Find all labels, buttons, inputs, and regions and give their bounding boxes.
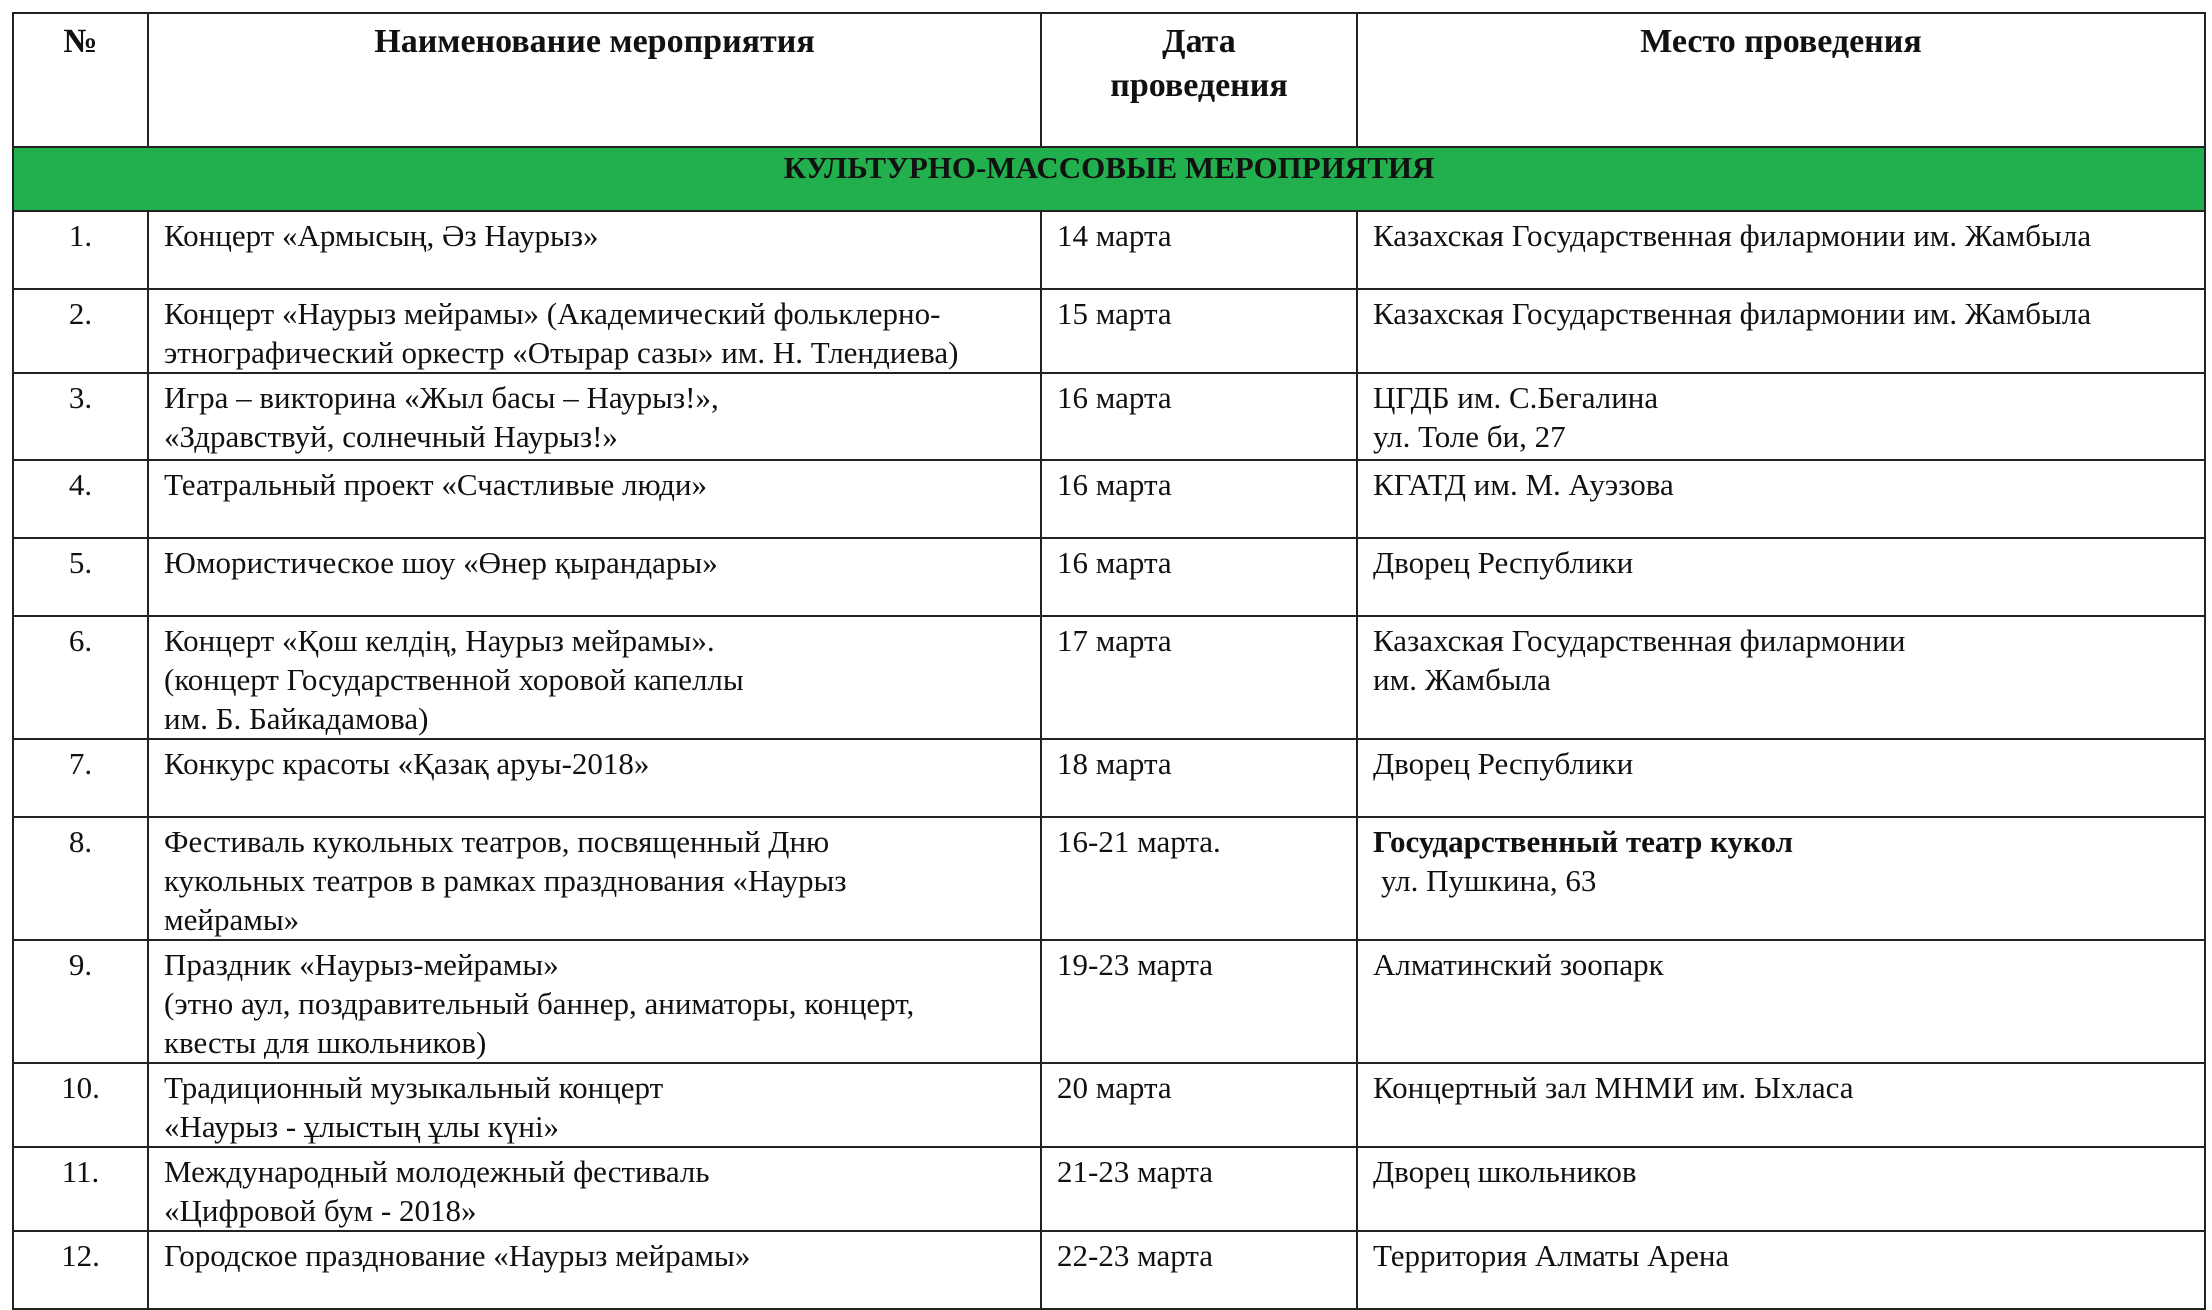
event-name xyxy=(148,940,1041,1063)
event-name-line: Юмористическое шоу «Өнер қырандары» xyxy=(164,545,718,580)
event-name-line: Международный молодежный фестиваль xyxy=(164,1154,710,1189)
header-num: № xyxy=(13,13,148,147)
event-name-line: Театральный проект «Счастливые люди» xyxy=(164,467,707,502)
event-name-line: Городское празднование «Наурыз мейрамы» xyxy=(164,1238,751,1273)
event-place-line: Дворец школьников xyxy=(1373,1154,1637,1189)
event-date: 16-21 марта. xyxy=(1041,817,1357,940)
row-number: 5. xyxy=(13,538,148,616)
event-place-line: им. Жамбыла xyxy=(1373,662,1551,697)
event-date: 16 марта xyxy=(1041,538,1357,616)
event-date: 18 марта xyxy=(1041,739,1357,817)
event-place xyxy=(1357,289,2205,373)
event-name-line: квесты для школьников) xyxy=(164,1025,487,1060)
row-number: 2. xyxy=(13,289,148,373)
header-row xyxy=(13,13,2205,147)
event-date: 20 марта xyxy=(1041,1063,1357,1147)
event-place xyxy=(1357,538,2205,616)
event-name-line: мейрамы» xyxy=(164,902,300,937)
row-number: 7. xyxy=(13,739,148,817)
event-name-line: этнографический оркестр «Отырар сазы» им. Н. Тлендиева) xyxy=(164,335,959,370)
row-number: 10. xyxy=(13,1063,148,1147)
row-number: 4. xyxy=(13,460,148,538)
event-place xyxy=(1357,373,2205,460)
table-row xyxy=(13,817,2205,940)
event-name xyxy=(148,1147,1041,1231)
event-name-line: (концерт Государственной хоровой капеллы xyxy=(164,662,744,697)
event-place-line: Казахская Государственная филармонии им. Жамбыла xyxy=(1373,296,2092,331)
event-place xyxy=(1357,1063,2205,1147)
event-name xyxy=(148,817,1041,940)
event-date: 14 марта xyxy=(1041,211,1357,289)
event-place-line: Дворец Республики xyxy=(1373,545,1634,580)
event-place xyxy=(1357,817,2205,940)
section-row xyxy=(13,147,2205,211)
event-name xyxy=(148,1063,1041,1147)
event-name xyxy=(148,289,1041,373)
event-place xyxy=(1357,460,2205,538)
event-place-line: ул. Толе би, 27 xyxy=(1373,419,1566,454)
event-name-line: кукольных театров в рамках празднования «Наурыз xyxy=(164,863,847,898)
event-date: 19-23 марта xyxy=(1041,940,1357,1063)
event-place-line: Территория Алматы Арена xyxy=(1373,1238,1730,1273)
event-name-line: «Наурыз - ұлыстың ұлы күні» xyxy=(164,1109,560,1144)
event-name xyxy=(148,739,1041,817)
event-name xyxy=(148,538,1041,616)
table-row xyxy=(13,1147,2205,1231)
row-number: 6. xyxy=(13,616,148,739)
row-number: 9. xyxy=(13,940,148,1063)
table-row xyxy=(13,538,2205,616)
row-number: 11. xyxy=(13,1147,148,1231)
event-name-line: «Здравствуй, солнечный Наурыз!» xyxy=(164,419,618,454)
event-name-line: Концерт «Қош келдің, Наурыз мейрамы». xyxy=(164,623,715,658)
event-name xyxy=(148,1231,1041,1309)
table-row xyxy=(13,1063,2205,1147)
event-name-line: Концерт «Наурыз мейрамы» (Академический фольклерно- xyxy=(164,296,941,331)
event-place-line: КГАТД им. М. Ауэзова xyxy=(1373,467,1674,502)
table-row xyxy=(13,211,2205,289)
event-date: 16 марта xyxy=(1041,373,1357,460)
event-date: 21-23 марта xyxy=(1041,1147,1357,1231)
table-row xyxy=(13,289,2205,373)
event-name-line: Концерт «Армысың, Әз Наурыз» xyxy=(164,218,599,253)
event-name xyxy=(148,616,1041,739)
event-date: 16 марта xyxy=(1041,460,1357,538)
event-place-line: Казахская Государственная филармонии им. Жамбыла xyxy=(1373,218,2092,253)
header-name: Наименование мероприятия xyxy=(148,13,1041,147)
event-place xyxy=(1357,1231,2205,1309)
event-place-line: Алматинский зоопарк xyxy=(1373,947,1664,982)
table-row xyxy=(13,940,2205,1063)
events-table xyxy=(12,12,2206,1310)
header-date-line2: проведения xyxy=(1110,67,1288,104)
event-name xyxy=(148,373,1041,460)
event-name-line: (этно аул, поздравительный баннер, аниматоры, концерт, xyxy=(164,986,915,1021)
event-place xyxy=(1357,739,2205,817)
header-date xyxy=(1041,13,1357,147)
table-row xyxy=(13,1231,2205,1309)
row-number: 8. xyxy=(13,817,148,940)
event-name-line: «Цифровой бум - 2018» xyxy=(164,1193,477,1228)
event-place xyxy=(1357,211,2205,289)
event-place-line: ул. Пушкина, 63 xyxy=(1381,863,1597,898)
row-number: 3. xyxy=(13,373,148,460)
table-row xyxy=(13,616,2205,739)
event-name-line: Игра – викторина «Жыл басы – Наурыз!», xyxy=(164,380,719,415)
row-number: 12. xyxy=(13,1231,148,1309)
section-title: КУЛЬТУРНО-МАССОВЫЕ МЕРОПРИЯТИЯ xyxy=(13,147,2205,211)
table-row xyxy=(13,373,2205,460)
event-name-line: Конкурс красоты «Қазақ аруы-2018» xyxy=(164,746,650,781)
event-place-line: Казахская Государственная филармонии xyxy=(1373,623,1906,658)
event-place-title: Государственный театр кукол xyxy=(1373,824,1793,859)
header-place: Место проведения xyxy=(1357,13,2205,147)
event-place-line: Концертный зал МНМИ им. Ыхласа xyxy=(1373,1070,1854,1105)
event-name-line: Фестиваль кукольных театров, посвященный Дню xyxy=(164,824,830,859)
event-date: 15 марта xyxy=(1041,289,1357,373)
event-date: 22-23 марта xyxy=(1041,1231,1357,1309)
event-place xyxy=(1357,1147,2205,1231)
table-row xyxy=(13,460,2205,538)
event-place xyxy=(1357,616,2205,739)
event-date: 17 марта xyxy=(1041,616,1357,739)
table-row xyxy=(13,739,2205,817)
event-name-line: им. Б. Байкадамова) xyxy=(164,701,429,736)
event-place-line: ЦГДБ им. С.Бегалина xyxy=(1373,380,1659,415)
row-number: 1. xyxy=(13,211,148,289)
event-place-line: Дворец Республики xyxy=(1373,746,1634,781)
event-name-line: Традиционный музыкальный концерт xyxy=(164,1070,664,1105)
event-name xyxy=(148,211,1041,289)
header-date-line1: Дата xyxy=(1162,23,1236,60)
event-name xyxy=(148,460,1041,538)
event-name-line: Праздник «Наурыз-мейрамы» xyxy=(164,947,559,982)
event-place xyxy=(1357,940,2205,1063)
